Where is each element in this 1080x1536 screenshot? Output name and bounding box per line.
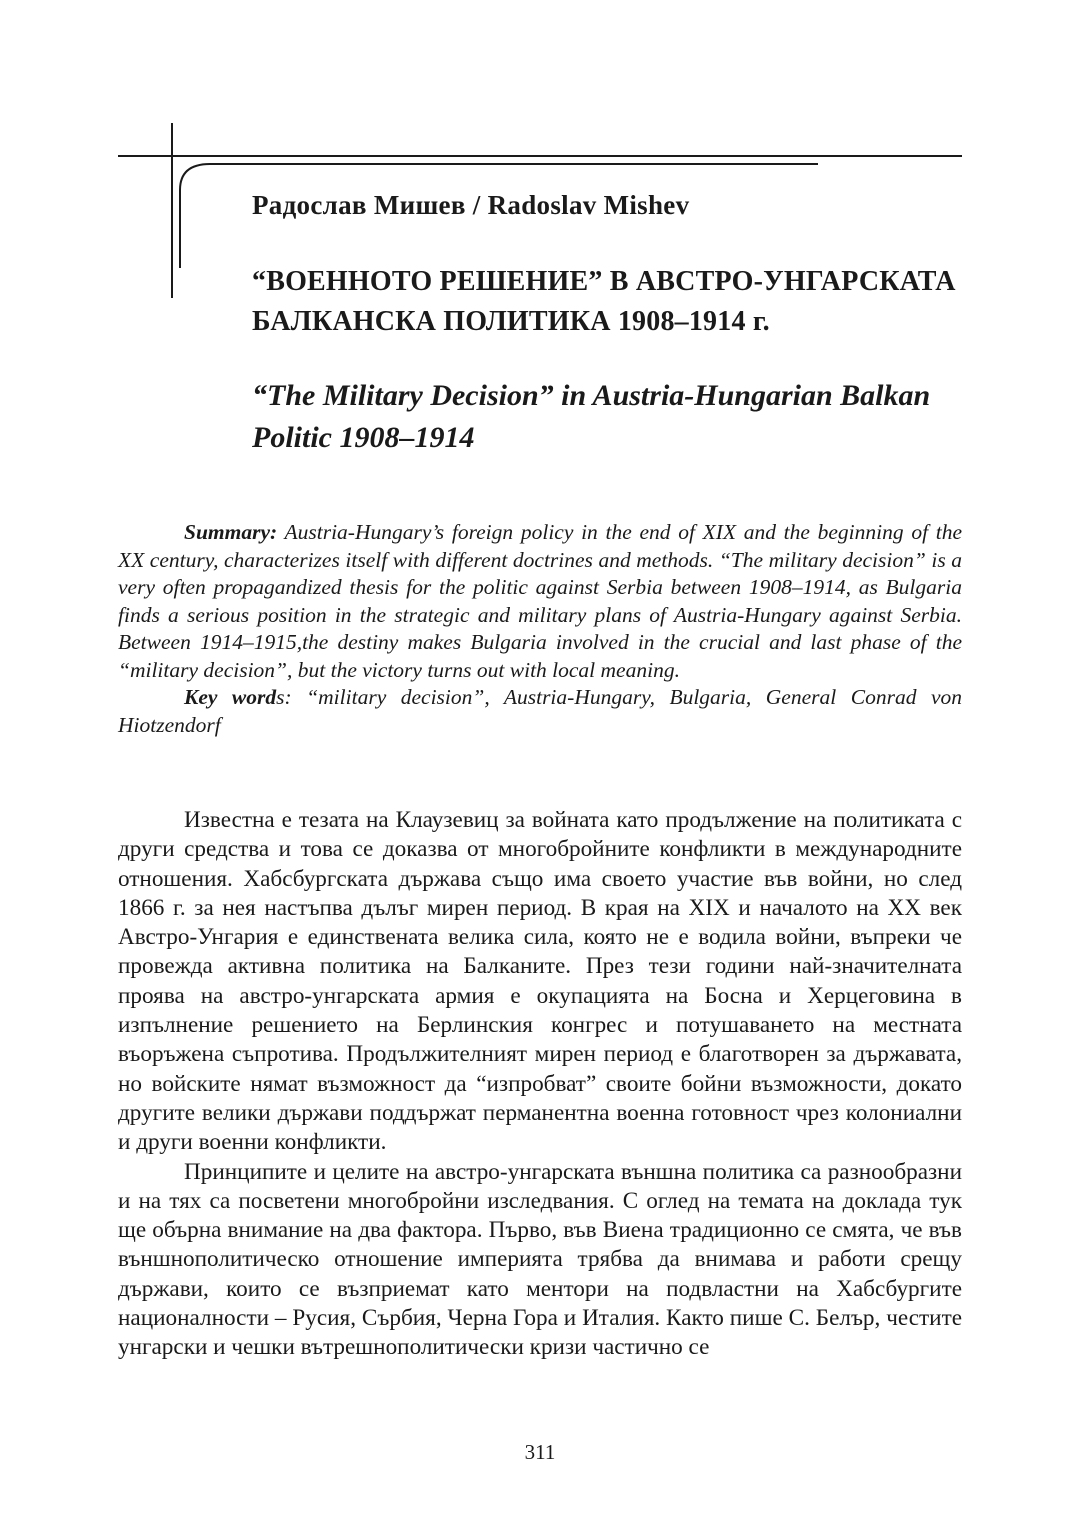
body-text: [118, 806, 962, 1363]
page-number: 311: [524, 1440, 556, 1464]
author-name: Радослав Мишев / Radoslav Mishev: [252, 190, 690, 220]
header-vertical-rule: [171, 123, 173, 298]
summary-label: Summary:: [184, 520, 278, 544]
title-bulgarian-line: БАЛКАНСКА ПОЛИТИКА 1908–1914 г.: [252, 306, 770, 337]
body-paragraph: Принципите и целите на австро-унгарската външна политика са разнообразни и на тях са посветени многобройни изследвания. С оглед на темата на доклада тук ще обърна внимание на два фактора. Първо, във Виена традиционно се смята, че във външнополитическо отношение империята трябва да внимава и работи срещу държави, които се възприемат като ментори на подвластни на Хабсбургите националности – Русия, Сърбия, Черна Гора и Италия. Както пише С. Белър, честите унгарски и чешки вътрешнополитически кризи частично се: [118, 1158, 962, 1361]
summary-text: Austria-Hungary’s foreign policy in the end of XIX and the beginning of the XX century, characterizes itself with different doctrines and methods. “The military decision” is a very often propagandized thesis for the politic against Serbia between 1908–1914, as Bulgaria finds a serious position in the strategic and military plans of Austria-Hungary against Serbia. Between 1914–1915,the destiny makes Bulgaria involved in the crucial and last phase of the “military decision”, but the victory turns out with local meaning.: [118, 520, 962, 682]
title-english-line: Politic 1908–1914: [252, 421, 475, 454]
title-bulgarian: [252, 262, 972, 342]
abstract: [118, 519, 962, 739]
keywords-paragraph: [118, 684, 962, 739]
title-english: [252, 375, 992, 459]
body-paragraph: Известна е тезата на Клаузевиц за войната като продължение на политиката с други средства и това се доказва от многобройните конфликти в международните отношения. Хабсбургската държава също има своето участие във войни, но след 1866 г. за нея настъпва дълъг мирен период. В края на XIX и началото на XX век Австро-Унгария е единствената велика сила, която не е водила войни, въпреки че провежда активна политика на Балканите. През тези години най-значителната проява на австро-унгарската армия е окупацията на Босна и Херцеговина в изпълнение решението на Берлинския конгрес и потушаването на местната въоръжена съпротива. Продължителният мирен период е благотворен за държавата, но войските нямат възможност да “изпробват” своите бойни възможности, докато другите велики държави поддържат перманентна военна готовност чрез колониални и други военни конфликти.: [118, 807, 962, 1156]
header-horizontal-rule: [118, 155, 962, 157]
summary-paragraph: [118, 519, 962, 684]
keywords-label: Key word: [184, 685, 277, 709]
title-english-line: “The Military Decision” in Austria-Hungarian Balkan: [252, 379, 931, 412]
keywords-label-suffix: s: [276, 685, 285, 709]
keywords-text: : “military decision”, Austria-Hungary, Bulgaria, General Conrad von Hiotzendorf: [118, 685, 962, 737]
title-bulgarian-line: “ВОЕННОТО РЕШЕНИЕ” В АВСТРО-УНГАРСКАТА: [252, 266, 956, 297]
